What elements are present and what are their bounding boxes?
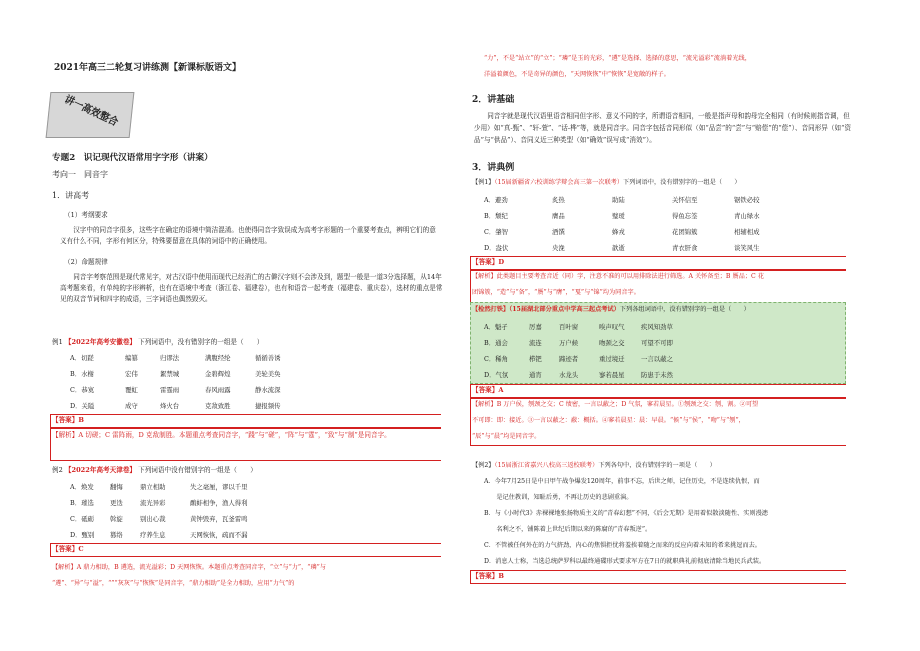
section-logo <box>46 92 135 138</box>
practice-answer: 【答案】A <box>472 386 504 394</box>
classic-example2-question: 下列各句中，没有错别字的一项是（ ） <box>598 462 716 469</box>
practice-stem <box>472 306 750 314</box>
classic-example1-answer-box <box>470 256 846 270</box>
classic-example1-source: （15届新疆省六校训练学辩会高三第一次联考） <box>494 179 624 186</box>
practice-analysis-line1: 【解析】B 万户侯，刎颈之交；C 绩密，一言以蔽之；D 气氛，寥若晨星。①刎颈之交：刎，割。②可望 <box>472 401 759 408</box>
example1-analysis: 【解析】A 切磋；C 雷阵雨，D 克敌制胜。本题重点考查同音字，“踐”与“磋”，“阵”与“霆”，“致”与“制”是同音字。 <box>52 431 391 439</box>
example2-answer: 【答案】C <box>52 545 84 553</box>
example1-option-a: A．切蹉 编纂 归谬法 满腹经纶 循循善诱 <box>70 354 281 362</box>
example1-option-c: C．恭寞 覆虹 雷霆雨 春风雨露 静水流深 <box>70 386 281 394</box>
example1-source: 【2022年高考安徽卷】 <box>64 338 137 346</box>
practice-option-d: D．气氛 通宵 水龙头 寥若晨星 防患于未然 <box>484 371 673 379</box>
practice-question: 下列各组词语中，没有错别字的一组是（ ） <box>619 306 750 313</box>
example2-label: 例2 <box>52 466 63 474</box>
practice-option-c: C．稀角 栉钯 蹄迹者 重过境迁 一言以蔽之 <box>484 355 673 363</box>
example1-answer-box <box>50 414 441 428</box>
classic-example2-source: （15届浙江省嘉兴八校高三返校联考） <box>494 462 599 469</box>
practice-label: 【检然打铁】 <box>472 306 510 313</box>
classic-example2-item-d: D．消息人士称，当选总统萨罗科以最终通碟形式要求军方在7日的就职典礼前彻底清除当地民兵武装。 <box>484 558 766 565</box>
document-title: 2021年高三二轮复习讲练测【新课标版语文】 <box>54 63 242 73</box>
example2-option-a: A．焕发 翻悔 鼎立相助 失之毫厘，谬以千里 <box>70 483 248 491</box>
example2-option-b: B．璀选 更迭 流光异彩 鹬蚌相争，渔人得利 <box>70 499 248 507</box>
example1-question: 下列词语中，没有错别字的一组是（ ） <box>138 338 264 346</box>
continued-analysis-line2: 洋溢着颜色，不是奇异的颜色，“天网恢恢”中“恢恢”是宽敞的样子。 <box>484 71 670 78</box>
classic-example1-analysis-line2: 团锦簇，“造”与“备”，“赝”与“膺”，“戛”与“锦”均为同音字。 <box>472 289 640 296</box>
example2-question: 下列词语中没有错别字的一组是（ ） <box>138 466 257 474</box>
syllabus-text: 汉字中的同音字很多，这些字在确定的语境中简洁混淆。也使得同音字致误成为高考字形题的一个重要考查点，辨明它们的意义有什么不同，字形有何区分，特殊要留意在具体的词语中的正确使用。 <box>60 226 436 245</box>
classic-example2-item-a2: 是记住教训，知耻后勇，不再让历史的悲剧重演。 <box>484 494 633 501</box>
pattern-text: 同音字考察范围是现代常见字，对古汉语中使用而现代已经消亡的古僻汉字则不会涉及到，题型一般是一道3分选择题，从14年高考题来看，有单纯的字形辨析，也有在语境中考查（浙江卷、福建卷），也有和语音一起考查（福建卷、重庆卷），选材的重点是常见的双音节词和四字的成语，三字词语也偶然毁灭。 <box>60 273 443 303</box>
classic-example2-item-a1: A．今年7月25日是中日甲午战争爆发120周年，前事不忘，后世之师，记住历史，不是连续仇恨，而 <box>484 478 760 485</box>
basic-text: 同音字就是现代汉语里语音相同但字形、意义不同的字，所谓语音相同，一般是指声母和韵母完全相同（有时候则指音调，但少用）如“真-甄”、“轩-萱”、“话-桦”等，就是同音字。同音字包括音同形似（如“品尝”的“尝”与“赔偿”的“偿”）、音同形异（如“资品”与“供品”）、音同义近三种类型（如“确效”误写成“消效”）。 <box>474 112 852 144</box>
example2-stem <box>52 466 257 474</box>
practice-analysis-line2: 不可即：即：接近。③一言以蔽之：蔽：概括。④寥若晨星：晨：早晨。“候”与“侯”，“吻”与“刎”， <box>472 417 745 424</box>
classic-example1-analysis-line1: 【解析】此类题目主要考查音近（同）字，注意不准的可以用排除法进行筛选。A 关怀备至；B 赝品；C 花 <box>472 273 764 280</box>
section-heading-3: 3．讲典例 <box>472 163 515 173</box>
classic-example2-answer-box <box>470 570 846 584</box>
example2-option-d: D．甄别 篡络 疗养生息 天网恢恢，疏而不漏 <box>70 531 248 539</box>
logo-text: 讲一高效整合 <box>62 94 120 129</box>
example1-label: 例1 <box>52 338 63 346</box>
classic-example2-label: 【例2】 <box>472 462 495 469</box>
example1-answer: 【答案】B <box>52 416 84 424</box>
example1-option-b: B．水榭 宏伟 絮禁城 金碧辉煌 美轮美奂 <box>70 370 281 378</box>
chapter-heading: 专题2 识记现代汉语常用字字形（讲案） <box>52 153 213 163</box>
classic-example1-option-d: D．盎伏 央浼 歆逝 青衣肝食 谈笑风生 <box>484 244 760 252</box>
practice-source: （15届湖北部分重点中学高三起点考试） <box>509 306 620 313</box>
practice-analysis-line3: “辰”与“晨”均是同音字。 <box>472 433 541 440</box>
example2-option-c: C．砥砺 斡旋 别出心裁 黄钟毁弃，瓦釜雷鸣 <box>70 515 248 523</box>
practice-answer-box <box>470 384 846 398</box>
example1-stem <box>52 338 263 346</box>
classic-example1-option-c: C．肇智 酒馔 蜂戎 花团锦簇 相辅相成 <box>484 228 760 236</box>
direction-heading: 考向一 同音字 <box>52 170 108 179</box>
classic-example2-stem <box>472 462 716 470</box>
classic-example2-answer: 【答案】B <box>472 572 504 580</box>
continued-analysis-line1: “力”，不是“站立”的“立”；“璘”是玉的光彩，“遴”是选择、选择的意思，“流光溢彩”流淌着光线， <box>484 55 751 62</box>
classic-example2-item-b1: B．与《小时代3》赤裸裸地张扬物质主义的“青春幻想”不同，《后会无期》是用着似散淡随性、实则漫漶 <box>484 510 768 517</box>
example2-analysis-line1: 【解析】A 鼎力相助，B 遴选，流光溢彩；D 天网恢恢。本题重点考查同音字，“立”与“力”，“璘”与 <box>52 564 326 571</box>
classic-example1-question: 下列词语中，没有错别字的一组是（ ） <box>623 179 741 186</box>
example1-option-d: D．关隘 成守 烽火台 克敌致胜 捷报频传 <box>70 402 281 410</box>
pattern-heading: （2）命题规律 <box>64 258 108 266</box>
syllabus-heading: （1）考纲要求 <box>64 211 108 219</box>
classic-example1-option-b: B．颓纪 膺品 璧瑷 得鱼忘筌 青山绿水 <box>484 212 760 220</box>
classic-example1-stem <box>472 179 741 187</box>
classic-example1-answer: 【答案】D <box>472 258 505 266</box>
example2-answer-box <box>50 543 441 557</box>
practice-option-b: B．通会 流连 万户候 吻颈之交 可望不可即 <box>484 339 673 347</box>
example2-analysis-line2: “遴”、“异”与“溢”，“”“灰灰”与“恢恢”是同音字，“鼎力相助”是全力相助，应用“力气”的 <box>52 580 295 587</box>
classic-example2-item-c: C．不管被任何外在的力气挤劲，内心的焦惧拒忧将羞挨着随之而来的反应向着未知的希来挑逗而去。 <box>484 542 761 549</box>
example2-source: 【2022年高考天津卷】 <box>64 466 137 474</box>
section-heading-1: 1．讲高考 <box>52 191 90 200</box>
classic-example2-item-b2: 名利之不，铺陈着上世纪后期以来的陈腐的“青春叛逆”。 <box>484 526 652 533</box>
classic-example1-option-a: A．避劲 炙热 助陆 关怀信至 锯铁必较 <box>484 196 760 204</box>
practice-option-a: A．魁孑 厉嘉 百叶窗 唉声叹气 疾风知劲草 <box>484 323 673 331</box>
section-heading-2: 2．讲基础 <box>472 95 515 105</box>
classic-example1-label: 【例1】 <box>472 179 495 186</box>
